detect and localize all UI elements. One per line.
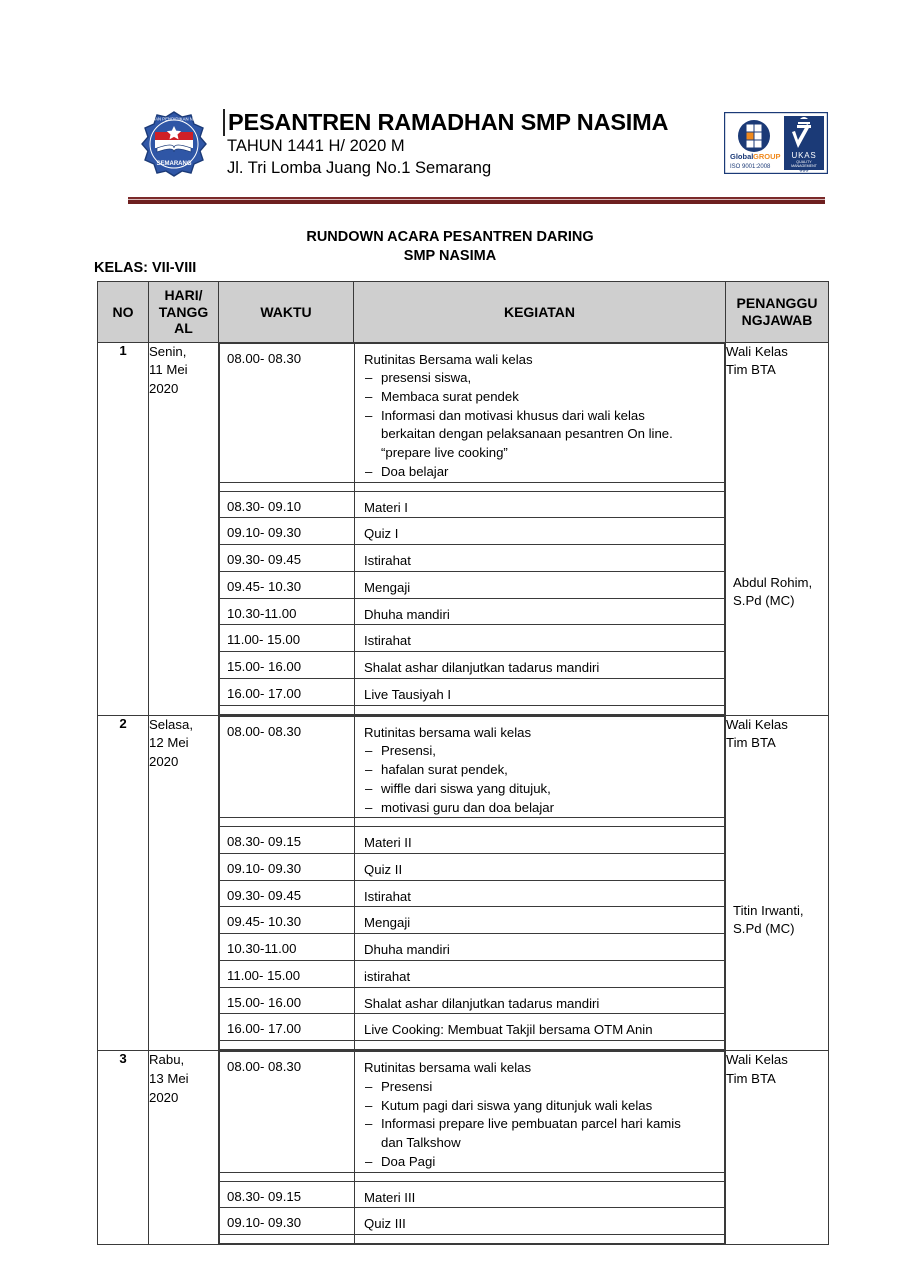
activity-heading: Dhuha mandiri (364, 606, 450, 622)
table-header-row (98, 282, 829, 343)
schedule-row (220, 343, 725, 482)
schedule-row (220, 652, 725, 679)
cell-kegiatan (355, 343, 725, 482)
dash-bullet-icon: – (365, 1153, 373, 1169)
svg-text:MANAGEMENT: MANAGEMENT (791, 164, 817, 168)
pj-line: S.Pd (MC) (733, 921, 795, 937)
pj-line: Titin Irwanti, (733, 902, 804, 918)
activity-heading: Istirahat (364, 633, 411, 649)
activity-heading: Live Tausiyah I (364, 686, 451, 702)
cell-kegiatan (355, 598, 725, 625)
dash-bullet-icon: – (365, 780, 373, 796)
cell-kegiatan (355, 987, 725, 1014)
cell-waktu: 16.00- 17.00 (220, 678, 355, 705)
activity-text: presensi siswa, (381, 370, 472, 386)
letterhead-year: TAHUN 1441 H/ 2020 M (227, 136, 405, 155)
cell-kegiatan (355, 1052, 725, 1172)
activity-list-item (364, 463, 718, 482)
dash-bullet-icon: – (365, 370, 373, 386)
cell-waktu: 08.30- 09.15 (220, 827, 355, 854)
pj-line: Tim BTA (726, 1070, 776, 1086)
cell-kegiatan (355, 1181, 725, 1208)
cell-kegiatan (355, 518, 725, 545)
hari-line2: TANGG (158, 303, 209, 320)
column-header-penanggungjawab (726, 282, 829, 343)
cell-kegiatan (355, 827, 725, 854)
cell-waktu: 08.30- 09.15 (220, 1181, 355, 1208)
cell-penanggungjawab (726, 342, 829, 715)
schedule-row (220, 827, 725, 854)
cell-waktu: 09.30- 09.45 (220, 545, 355, 572)
svg-text:QUALITY: QUALITY (796, 160, 812, 164)
cell-kegiatan (355, 907, 725, 934)
cell-waktu: 09.10- 09.30 (220, 518, 355, 545)
activity-text: Presensi (381, 1078, 433, 1094)
activity-text-continuation: “prepare live cooking” (381, 445, 508, 461)
schedule-row (220, 853, 725, 880)
activity-text: hafalan surat pendek, (381, 762, 508, 778)
pj-line1: PENANGGU (736, 295, 818, 312)
school-crest-logo (128, 108, 220, 190)
pj-line: Tim BTA (726, 735, 776, 751)
schedule-bottom-spacer (220, 705, 725, 714)
schedule-row (220, 545, 725, 572)
activity-text: Informasi prepare live pembuatan parcel hari kamis (381, 1116, 681, 1132)
cell-waktu: 08.30- 09.10 (220, 491, 355, 518)
schedule-row (220, 598, 725, 625)
cell-waktu: 10.30-11.00 (220, 934, 355, 961)
date-line: 2020 (149, 381, 179, 397)
schedule-row (220, 625, 725, 652)
date-line: Senin, (149, 343, 187, 359)
class-label: KELAS: VII-VIII (94, 260, 197, 276)
svg-text:039: 039 (799, 167, 809, 174)
dash-bullet-icon: – (365, 743, 373, 759)
cell-no: 2 (98, 715, 149, 1051)
divider-bar-bottom (128, 200, 825, 204)
activity-text: Doa Pagi (381, 1153, 436, 1169)
activity-text: Informasi dan motivasi khusus dari wali kelas (381, 407, 645, 423)
schedule-row (220, 880, 725, 907)
cell-kegiatan (355, 1208, 725, 1235)
date-line: Rabu, (149, 1052, 185, 1068)
schedule-row (220, 987, 725, 1014)
cell-hari-tanggal (149, 715, 219, 1051)
activity-heading: Mengaji (364, 915, 411, 931)
pj-line: Wali Kelas (726, 343, 788, 359)
dash-bullet-icon: – (365, 1116, 373, 1132)
dash-bullet-icon: – (365, 1097, 373, 1113)
page-title-line1: RUNDOWN ACARA PESANTREN DARING (306, 229, 594, 245)
schedule-row (220, 518, 725, 545)
schedule-bottom-spacer (220, 1041, 725, 1050)
activity-list-item (364, 388, 718, 407)
activity-list-item (364, 761, 718, 780)
activity-heading: Materi I (364, 499, 408, 515)
dash-bullet-icon: – (365, 1078, 373, 1094)
activity-heading: Live Cooking: Membuat Takjil bersama OTM Anin (364, 1022, 653, 1038)
cell-kegiatan (355, 960, 725, 987)
column-header-hari-tanggal (149, 282, 219, 343)
cell-schedule (219, 1051, 726, 1245)
activity-heading: Mengaji (364, 579, 411, 595)
activity-heading: Istirahat (364, 553, 411, 569)
activity-heading: Quiz II (364, 861, 403, 877)
schedule-row (220, 1208, 725, 1235)
date-line: 2020 (149, 754, 179, 770)
activity-list-item (364, 1115, 718, 1152)
activity-heading: Materi II (364, 835, 412, 851)
pj-line2: NGJAWAB (741, 311, 813, 328)
activity-heading: Rutinitas bersama wali kelas (364, 1060, 532, 1076)
schedule-row (220, 571, 725, 598)
activity-text: Membaca surat pendek (381, 389, 519, 405)
schedule-row (220, 907, 725, 934)
table-row (98, 715, 829, 1051)
activity-heading: Materi III (364, 1189, 416, 1205)
cell-kegiatan (355, 625, 725, 652)
schedule-row (220, 1181, 725, 1208)
date-line: 2020 (149, 1089, 179, 1105)
rundown-table (97, 281, 829, 1245)
cell-waktu: 09.30- 09.45 (220, 880, 355, 907)
activity-heading: Rutinitas Bersama wali kelas (364, 351, 533, 367)
schedule-row (220, 716, 725, 818)
cell-schedule (219, 342, 726, 715)
schedule-spacer-row (220, 818, 725, 827)
cell-kegiatan (355, 934, 725, 961)
pj-secondary-block (733, 574, 812, 611)
iso-ukas-certificate-icon (724, 112, 828, 174)
hari-line3: AL (174, 320, 193, 337)
activity-text: wiffle dari siswa yang ditujuk, (381, 780, 551, 796)
cell-kegiatan (355, 716, 725, 818)
schedule-row (220, 960, 725, 987)
column-header-waktu: WAKTU (219, 282, 354, 343)
schedule-row (220, 678, 725, 705)
cell-no: 3 (98, 1051, 149, 1245)
activity-list (364, 1078, 718, 1172)
activity-list (364, 369, 718, 481)
cell-waktu: 09.10- 09.30 (220, 1208, 355, 1235)
dash-bullet-icon: – (365, 463, 373, 479)
cell-kegiatan (355, 853, 725, 880)
table-row (98, 342, 829, 715)
activity-list-item (364, 742, 718, 761)
pj-line: S.Pd (MC) (733, 593, 795, 609)
certification-badges (724, 108, 828, 174)
date-line: 11 Mei (149, 362, 188, 378)
page-title-line2: SMP NASIMA (403, 247, 497, 264)
cell-kegiatan (355, 491, 725, 518)
dash-bullet-icon: – (365, 762, 373, 778)
column-header-kegiatan: KEGIATAN (354, 282, 726, 343)
cell-waktu: 10.30-11.00 (220, 598, 355, 625)
cell-kegiatan (355, 545, 725, 572)
activity-text: Doa belajar (381, 463, 449, 479)
letterhead (128, 108, 828, 190)
activity-heading: Quiz III (364, 1216, 406, 1232)
activity-list-item (364, 799, 718, 818)
organization-title: PESANTREN RAMADHAN SMP NASIMA (223, 109, 724, 136)
activity-list-item (364, 407, 718, 463)
letterhead-text (220, 108, 724, 179)
schedule-row (220, 1014, 725, 1041)
svg-text:UKAS: UKAS (791, 151, 817, 160)
cell-waktu: 08.00- 08.30 (220, 716, 355, 818)
schedule-spacer-row (220, 482, 725, 491)
pj-line: Wali Kelas (726, 1052, 788, 1068)
dash-bullet-icon: – (365, 799, 373, 815)
cell-hari-tanggal (149, 1051, 219, 1245)
cell-hari-tanggal (149, 342, 219, 715)
cell-waktu: 09.45- 10.30 (220, 571, 355, 598)
cell-no: 1 (98, 342, 149, 715)
date-line: 13 Mei (149, 1070, 189, 1086)
cell-penanggungjawab (726, 1051, 829, 1245)
cell-schedule (219, 715, 726, 1051)
cell-waktu: 09.10- 09.30 (220, 853, 355, 880)
table-row (98, 1051, 829, 1245)
date-line: Selasa, (149, 716, 193, 732)
cell-kegiatan (355, 571, 725, 598)
activity-heading: Rutinitas bersama wali kelas (364, 724, 532, 740)
schedule-row (220, 934, 725, 961)
activity-list-item (364, 369, 718, 388)
schedule-row (220, 1052, 725, 1172)
activity-text-continuation: dan Talkshow (381, 1135, 461, 1151)
activity-list-item (364, 780, 718, 799)
cell-waktu: 09.45- 10.30 (220, 907, 355, 934)
cell-waktu: 11.00- 15.00 (220, 960, 355, 987)
svg-text:ISO 9001:2008: ISO 9001:2008 (730, 164, 771, 170)
schedule-bottom-spacer (220, 1234, 725, 1243)
activity-heading: Shalat ashar dilanjutkan tadarus mandiri (364, 660, 600, 676)
cell-kegiatan (355, 652, 725, 679)
activity-heading: Dhuha mandiri (364, 942, 450, 958)
cell-kegiatan (355, 678, 725, 705)
cell-waktu: 15.00- 16.00 (220, 987, 355, 1014)
column-header-no: NO (98, 282, 149, 343)
activity-list (364, 742, 718, 817)
activity-heading: Istirahat (364, 888, 411, 904)
activity-list-item (364, 1078, 718, 1097)
cell-waktu: 11.00- 15.00 (220, 625, 355, 652)
svg-text:GROUP: GROUP (753, 152, 781, 161)
cell-waktu: 08.00- 08.30 (220, 1052, 355, 1172)
cell-kegiatan (355, 1014, 725, 1041)
letterhead-address: Jl. Tri Lomba Juang No.1 Semarang (227, 158, 492, 177)
cell-kegiatan (355, 880, 725, 907)
cell-waktu: 16.00- 17.00 (220, 1014, 355, 1041)
pj-line: Abdul Rohim, (733, 574, 813, 590)
pj-line: Wali Kelas (726, 716, 788, 732)
schedule-spacer-row (220, 1172, 725, 1181)
header-divider-rule (128, 197, 825, 204)
svg-text:SEMARANG: SEMARANG (156, 161, 192, 167)
dash-bullet-icon: – (365, 389, 373, 405)
activity-text: Presensi, (381, 743, 436, 759)
dash-bullet-icon: – (365, 407, 373, 423)
activity-text-continuation: berkaitan dengan pelaksanaan pesantren On line. (381, 426, 673, 442)
pj-secondary-block (733, 902, 804, 939)
cell-waktu: 08.00- 08.30 (220, 343, 355, 482)
cell-waktu: 15.00- 16.00 (220, 652, 355, 679)
activity-text: motivasi guru dan doa belajar (381, 799, 555, 815)
activity-text: Kutum pagi dari siswa yang ditunjuk wali kelas (381, 1097, 653, 1113)
cell-penanggungjawab (726, 715, 829, 1051)
activity-list-item (364, 1097, 718, 1116)
svg-text:YAYASAN PENDIDIKAN NASIMA: YAYASAN PENDIDIKAN NASIMA (141, 116, 207, 122)
activity-list-item (364, 1153, 718, 1172)
svg-text:Global: Global (730, 152, 754, 161)
date-line: 12 Mei (149, 735, 189, 751)
pj-line: Tim BTA (726, 362, 776, 378)
schedule-row (220, 491, 725, 518)
crest-icon (136, 110, 212, 190)
hari-line1: HARI/ (164, 287, 203, 303)
activity-heading: Shalat ashar dilanjutkan tadarus mandiri (364, 995, 600, 1011)
activity-heading: istirahat (364, 968, 411, 984)
activity-heading: Quiz I (364, 526, 399, 542)
